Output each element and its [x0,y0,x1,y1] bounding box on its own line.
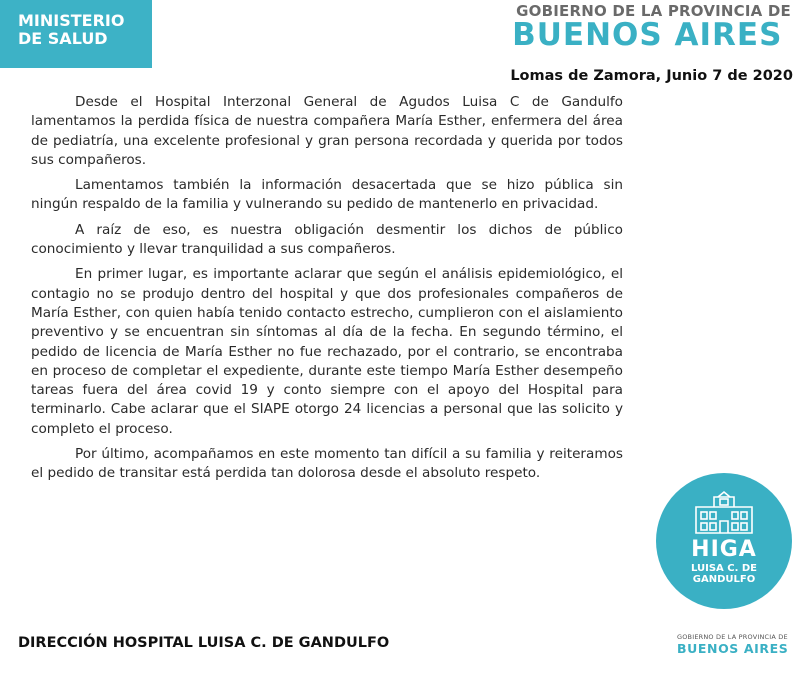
date-line: Lomas de Zamora, Junio 7 de 2020 [510,68,793,84]
ministry-label: MINISTERIO DE SALUD [18,11,125,48]
letter-body [31,93,623,490]
letter-paragraph: Lamentamos también la información desacertada que se hizo pública sin ningún respaldo de la familia y vulnerando su pedido de mantenerlo en privacidad. [31,177,623,213]
ministry-badge [0,0,152,68]
letter-paragraph: En primer lugar, es importante aclarar que según el análisis epidemiológico, el contagio no se produjo dentro del hospital y que dos profesionales compañeros de María Esther, con quien había tenido contacto estrecho, cumplieron con el aislamiento preventivo y se encuentran sin síntomas al día de la fecha. En segundo término, el pedido de licencia de María Esther no fue rechazado, por el contrario, se encontraba en proceso de completar el expediente, durante este tiempo María Esther desempeño tareas fuera del área covid 19 y conto siempre con el apoyo del Hospital para terminarlo. Cabe aclarar que el SIAPE otorgo 24 licencias a personal que las solicito y completo el proceso. [31,266,623,437]
government-logo-subtitle: GOBIERNO DE LA PROVINCIA DE [516,2,791,20]
government-logo-title: BUENOS AIRES [512,17,783,53]
seal-title: HIGA [691,537,757,562]
seal-hospital-name: LUISA C. DE GANDULFO [690,563,758,585]
signature: DIRECCIÓN HOSPITAL LUISA C. DE GANDULFO [18,635,390,651]
letter-paragraph: Por último, acompañamos en este momento tan difícil a su familia y reiteramos el pedido de transitar está perdida tan dolorosa desde el absoluto respeto. [31,446,623,482]
footer-government-logo [677,633,788,656]
footer-logo-title: BUENOS AIRES [677,641,789,656]
letter-paragraph: A raíz de eso, es nuestra obligación desmentir los dichos de público conocimiento y llevar tranquilidad a sus compañeros. [31,221,623,258]
hospital-building-icon [692,489,756,535]
letter-paragraph: Desde el Hospital Interzonal General de Agudos Luisa C de Gandulfo lamentamos la perdida física de nuestra compañera María Esther, enfermera del área de pediatría, una excelente profesional y gran persona recordada y querida por todos sus compañeros. [31,94,623,168]
footer-logo-subtitle: GOBIERNO DE LA PROVINCIA DE [677,633,788,641]
government-logo [512,2,791,53]
hospital-seal [656,473,792,609]
